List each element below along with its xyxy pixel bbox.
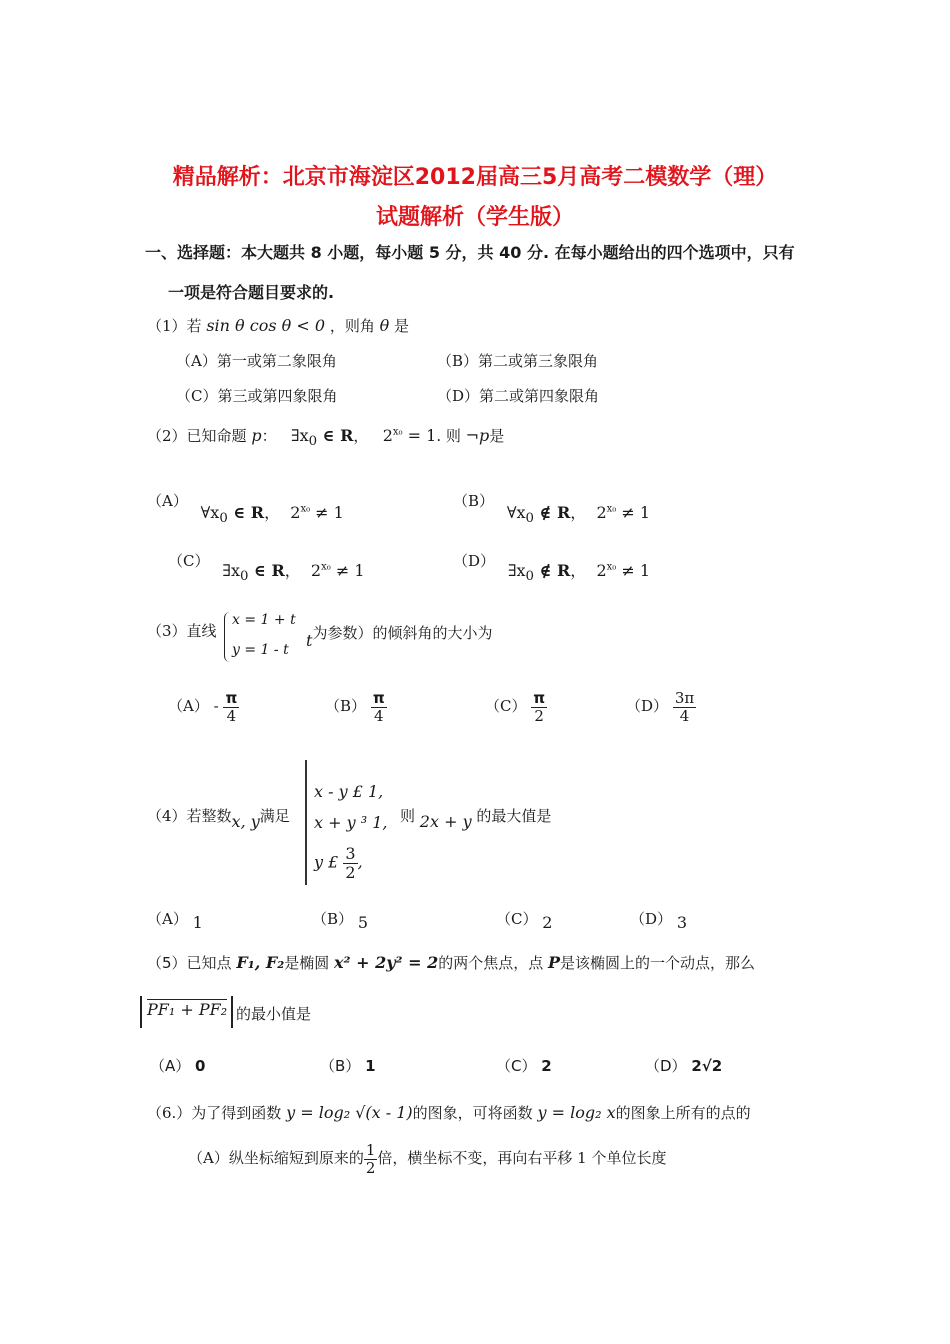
q2-option-c-math: $\exists x_0$ ∈ R， $2^{x_0} \ne 1$ xyxy=(222,561,365,585)
q2-b-neq: ≠ 1 xyxy=(616,503,651,522)
q4-expr: 2x + y xyxy=(419,812,472,831)
question-1 xyxy=(147,315,409,336)
q2-option-a-key: （A） xyxy=(147,492,188,510)
q3-b-den: 4 xyxy=(373,706,384,725)
q6-a-text1: （A）纵坐标缩短到原来的 xyxy=(188,1149,364,1167)
q2-end: 是 xyxy=(489,427,505,445)
q5-a-key: （A） xyxy=(150,1057,191,1075)
q4-c3-num: 3 xyxy=(345,844,356,863)
q4-brace-line xyxy=(305,760,307,885)
q4-b-key: （B） xyxy=(312,910,354,928)
q6-prefix: （6.）为了得到函数 xyxy=(147,1104,282,1122)
q5-c-val: 2 xyxy=(541,1057,552,1075)
q3-b-key: （B） xyxy=(325,697,367,715)
q4-tail xyxy=(400,805,552,831)
document-title-line1: 精品解析：北京市海淀区2012届高三5月高考二模数学（理） xyxy=(172,165,778,190)
q4-then: 则 xyxy=(400,807,416,825)
q6-mid: 的图象，可将函数 xyxy=(412,1104,533,1122)
q3-a-num: π xyxy=(225,689,238,707)
q2-option-d-math: $\exists x_0$ ∉ R， $2^{x_0} \ne 1$ xyxy=(507,561,651,585)
q3-d-frac xyxy=(673,690,696,724)
q4-prefix: （4）若整数 xyxy=(147,807,232,825)
q4-constraint-3 xyxy=(314,845,363,881)
q2-option-c-key: （C） xyxy=(168,552,210,570)
q4-option-c[interactable] xyxy=(496,908,553,932)
q3-a-key: （A） xyxy=(168,697,209,715)
q3-suffix: 为参数）的倾斜角的大小为 xyxy=(312,624,493,642)
q4-vars: x, y xyxy=(231,812,260,831)
q3-b-num: π xyxy=(372,689,385,707)
q6-a-num: 1 xyxy=(365,1141,376,1159)
q4-c3-end: , xyxy=(357,852,363,872)
q2-option-c[interactable] xyxy=(168,548,365,585)
q4-b-val: 5 xyxy=(357,913,368,932)
q2-colon: ： xyxy=(261,427,277,445)
q2-comma: ， xyxy=(353,427,369,445)
q5-b-key: （B） xyxy=(320,1057,361,1075)
q5-d-val: 2√2 xyxy=(691,1057,723,1075)
question-4 xyxy=(147,805,290,831)
q3-a-frac xyxy=(223,690,239,724)
q4-c-key: （C） xyxy=(496,910,538,928)
q2-negp: ¬p xyxy=(465,426,490,445)
q5-option-b[interactable] xyxy=(320,1055,376,1076)
q1-option-a[interactable]: （A）第一或第二象限角 xyxy=(176,352,337,370)
q2-option-a[interactable] xyxy=(147,488,344,527)
q2-power xyxy=(383,426,437,445)
q2-sub: 0 xyxy=(308,434,318,450)
q4-c-val: 2 xyxy=(542,913,553,932)
q2-option-b-math: $\forall x_0$ ∉ R， $2^{x_0} \ne 1$ xyxy=(506,503,651,527)
q3-c-den: 2 xyxy=(534,706,544,725)
q5-prefix: （5）已知点 xyxy=(147,954,232,972)
q5-b-val: 1 xyxy=(365,1057,376,1075)
q1-suffix: ，则角 xyxy=(329,317,375,335)
q2-option-a-math: $\forall x_0$ ∈ R， $2^{x_0} \ne 1$ xyxy=(200,503,344,527)
q4-option-b[interactable] xyxy=(312,908,368,932)
q3-eq1: x = 1 + t xyxy=(232,612,296,628)
q1-option-c[interactable]: （C）第三或第四象限角 xyxy=(176,387,338,405)
question-5 xyxy=(147,952,755,973)
q5-d-key: （D） xyxy=(645,1057,687,1075)
q6-a-frac xyxy=(364,1142,378,1176)
q1-option-d[interactable]: （D）第二或第四象限角 xyxy=(437,387,600,405)
section-heading-cont: 一项是符合题目要求的. xyxy=(168,283,335,302)
q2-a-quant: ∀x xyxy=(200,503,220,522)
q3-d-den: 4 xyxy=(679,706,690,725)
q2-eq: = 1 xyxy=(402,426,437,445)
q3-c-frac xyxy=(531,690,547,724)
q4-c3-lhs: y £ xyxy=(314,852,339,872)
document-title-line2: 试题解析（学生版） xyxy=(375,205,574,230)
q3-t: t xyxy=(306,631,313,650)
q5-foci: F₁, F₂ xyxy=(236,953,285,972)
q3-option-a[interactable] xyxy=(168,690,239,724)
q4-constraint-2: x + y ³ 1, xyxy=(314,813,388,832)
q3-a-sign: - xyxy=(213,697,219,715)
q4-option-d[interactable] xyxy=(630,908,687,932)
q5-abs-right xyxy=(231,996,233,1028)
q4-option-a[interactable] xyxy=(147,908,203,932)
q2-d-rel: ∉ R xyxy=(534,561,571,580)
q5-vector xyxy=(147,1000,227,1019)
q3-prefix: （3）直线 xyxy=(147,622,217,640)
q2-p: p xyxy=(251,426,262,445)
q4-c3-frac xyxy=(343,845,357,881)
q2-option-d-key: （D） xyxy=(453,552,496,570)
q5-ellipse: x² + 2y² = 2 xyxy=(334,953,439,972)
section-heading: 一、选择题：本大题共 8 小题，每小题 5 分，共 40 分. 在每小题给出的四个选项中，只有 xyxy=(145,243,795,262)
q1-theta: θ xyxy=(379,316,390,335)
q1-prefix: （1）若 xyxy=(147,317,202,335)
question-6 xyxy=(147,1102,751,1123)
q5-a-val: 0 xyxy=(195,1057,206,1075)
q1-end: 是 xyxy=(394,317,410,335)
question-2 xyxy=(147,425,504,449)
q5-c-key: （C） xyxy=(496,1057,537,1075)
q5-option-a[interactable] xyxy=(150,1055,205,1076)
q2-c-neq: ≠ 1 xyxy=(330,561,365,580)
q2-a-rel: ∈ R xyxy=(227,503,265,522)
q2-option-b-key: （B） xyxy=(453,492,495,510)
q4-d-val: 3 xyxy=(676,913,687,932)
q3-option-c[interactable] xyxy=(485,690,547,724)
q5-mid2: 的两个焦点，点 xyxy=(438,954,544,972)
q4-c3-den: 2 xyxy=(345,862,356,882)
q3-c-key: （C） xyxy=(485,697,527,715)
q5-option-d[interactable] xyxy=(645,1055,722,1076)
q6-f2: y = log₂ x xyxy=(537,1103,616,1122)
q2-d-neq: ≠ 1 xyxy=(616,561,651,580)
q6-option-a[interactable] xyxy=(188,1142,666,1176)
q2-option-b[interactable] xyxy=(453,488,651,527)
q5-line2-end: 的最小值是 xyxy=(236,1005,312,1023)
q6-a-den: 2 xyxy=(365,1158,376,1177)
q4-mid: 满足 xyxy=(259,807,290,825)
q1-condition: sin θ cos θ < 0 xyxy=(206,316,326,335)
q2-suffix: . 则 xyxy=(436,427,461,445)
q3-option-b[interactable] xyxy=(325,690,387,724)
q5-option-c[interactable] xyxy=(496,1055,552,1076)
q2-b-rel: ∉ R xyxy=(533,503,571,522)
q5-abs-left xyxy=(140,996,142,1028)
q2-pow-base: 2 xyxy=(382,426,393,445)
q2-a-neq: ≠ 1 xyxy=(310,503,344,522)
q3-c-num: π xyxy=(533,689,546,707)
q5-end: 是该椭圆上的一个动点，那么 xyxy=(560,954,756,972)
q1-option-b[interactable]: （B）第二或第三象限角 xyxy=(437,352,599,370)
q5-mid: 是椭圆 xyxy=(284,954,330,972)
q5-P: P xyxy=(548,953,561,972)
q2-d-quant: ∃x xyxy=(507,561,526,580)
q3-b-frac xyxy=(371,690,387,724)
q3-eq2: y = 1 - t xyxy=(232,642,289,658)
q3-d-key: （D） xyxy=(626,697,669,715)
q4-end: 的最大值是 xyxy=(476,807,552,825)
q6-a-text2: 倍，横坐标不变，再向右平移 1 个单位长度 xyxy=(377,1149,667,1167)
q4-constraint-1: x - y £ 1, xyxy=(314,782,384,801)
q4-d-key: （D） xyxy=(630,910,673,928)
q3-d-num: 3π xyxy=(674,689,695,707)
q2-pow-exp: x₀ xyxy=(392,426,403,438)
q4-a-key: （A） xyxy=(147,910,188,928)
q2-quant: ∃x xyxy=(290,426,309,445)
q2-c-rel: ∈ R xyxy=(248,561,285,580)
q6-f1: y = log₂ √(x - 1) xyxy=(286,1103,413,1122)
q2-exists xyxy=(290,426,354,450)
q3-tail xyxy=(306,622,493,650)
q5-vec-text: PF₁ + PF₂ xyxy=(147,1000,228,1019)
q4-a-val: 1 xyxy=(192,913,203,932)
q2-c-quant: ∃x xyxy=(222,561,240,580)
q2-prefix: （2）已知命题 xyxy=(147,427,247,445)
q3-a-den: 4 xyxy=(226,706,237,725)
q2-b-quant: ∀x xyxy=(506,503,526,522)
q6-end: 的图象上所有的点的 xyxy=(615,1104,751,1122)
q2-option-d[interactable] xyxy=(453,548,651,585)
q3-option-d[interactable] xyxy=(626,690,696,724)
q2-rel: ∈ R xyxy=(317,426,354,445)
